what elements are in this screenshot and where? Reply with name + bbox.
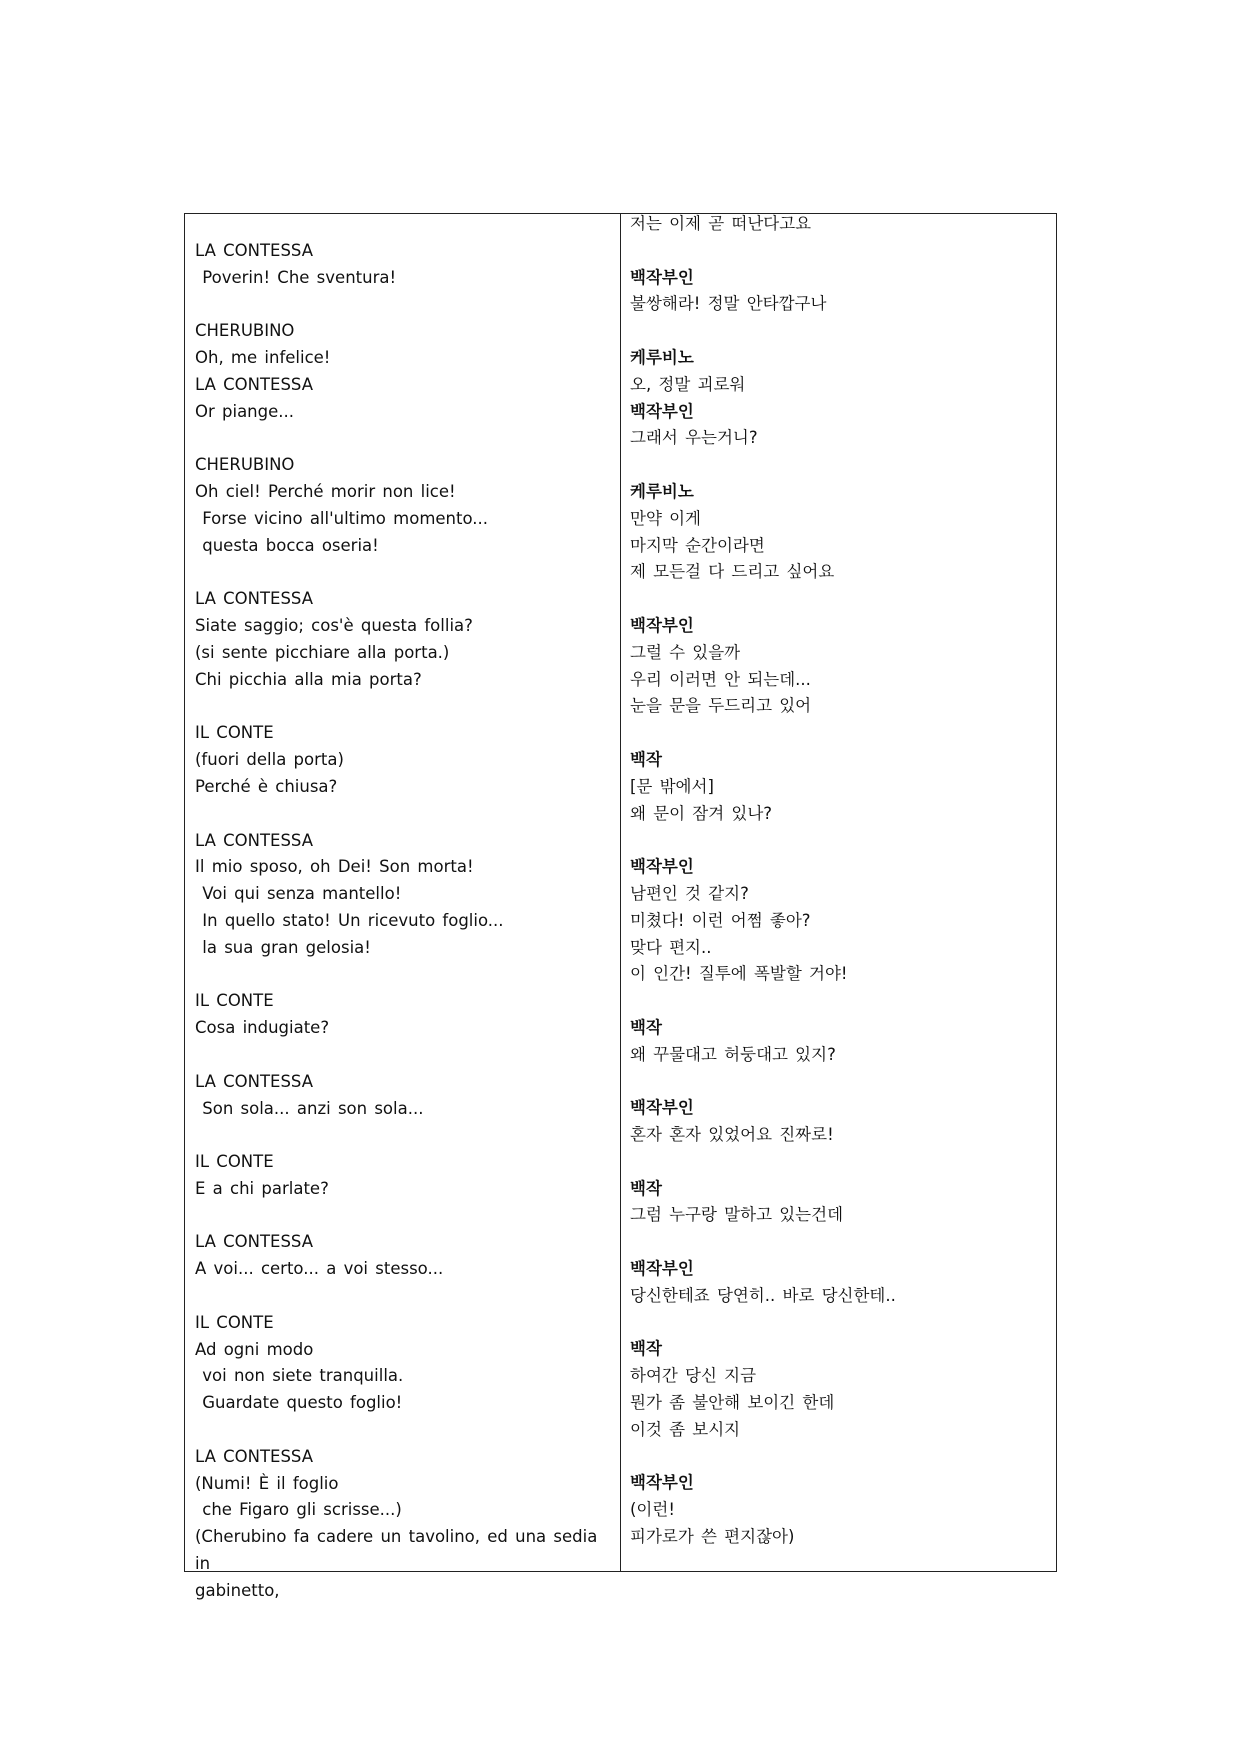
speaker-name: 백작 xyxy=(630,1178,662,1198)
blank-line xyxy=(195,1283,605,1310)
dialogue-line: 저는 이제 곧 떠난다고요 xyxy=(630,214,812,233)
dialogue-line: Guardate questo foglio! xyxy=(195,1393,403,1413)
speaker-name: 백작 xyxy=(630,1339,662,1359)
blank-line xyxy=(195,1122,605,1149)
dialogue-line: Or piange... xyxy=(195,401,295,421)
dialogue-line: 우리 이러면 안 되는데... xyxy=(630,669,811,689)
blank-line xyxy=(195,1203,605,1230)
dialogue-line: Il mio sposo, oh Dei! Son morta! xyxy=(195,857,474,877)
dialogue-line: 불쌍해라! 정말 안타깝구나 xyxy=(630,294,827,314)
dialogue-line: 왜 문이 잠겨 있나? xyxy=(630,803,773,823)
blank-line xyxy=(630,988,1045,1015)
blank-line xyxy=(195,694,605,721)
dialogue-line: 그럼 누구랑 말하고 있는건데 xyxy=(630,1205,844,1225)
blank-line xyxy=(630,720,1045,747)
dialogue-line: 이 인간! 질투에 폭발할 거야! xyxy=(630,964,848,984)
blank-line xyxy=(630,238,1045,265)
dialogue-line: che Figaro gli scrisse...) xyxy=(195,1500,402,1520)
speaker-name: 백작 xyxy=(630,749,662,769)
dialogue-line: 그럴 수 있을까 xyxy=(630,642,741,662)
dialogue-line: 피가로가 쓴 편지잖아) xyxy=(630,1527,795,1547)
speaker-name: IL CONTE xyxy=(195,1312,274,1332)
blank-line xyxy=(630,452,1045,479)
dialogue-line: (Cherubino fa cadere un tavolino, ed una sedia in xyxy=(195,1527,605,1574)
speaker-name: 케루비노 xyxy=(630,481,694,501)
blank-line xyxy=(195,801,605,828)
blank-line xyxy=(195,1417,605,1444)
dialogue-line: 혼자 혼자 있었어요 진짜로! xyxy=(630,1125,834,1145)
korean-column xyxy=(630,211,1045,1551)
blank-line xyxy=(195,292,605,319)
blank-line xyxy=(630,586,1045,613)
dialogue-line: voi non siete tranquilla. xyxy=(195,1366,404,1386)
speaker-name: CHERUBINO xyxy=(195,321,295,341)
dialogue-line: Cosa indugiate? xyxy=(195,1018,330,1038)
speaker-name: LA CONTESSA xyxy=(195,1071,313,1091)
dialogue-line: Oh, me infelice! xyxy=(195,348,331,368)
speaker-name: IL CONTE xyxy=(195,991,274,1011)
blank-line xyxy=(630,1229,1045,1256)
dialogue-line: 맞다 편지.. xyxy=(630,937,712,957)
dialogue-line: 이것 좀 보시지 xyxy=(630,1419,741,1439)
dialogue-line: Perché è chiusa? xyxy=(195,776,338,796)
dialogue-line: 당신한테죠 당연히.. 바로 당신한테.. xyxy=(630,1285,896,1305)
blank-line xyxy=(630,318,1045,345)
column-divider xyxy=(620,214,621,1571)
dialogue-line: A voi... certo... a voi stesso... xyxy=(195,1259,444,1279)
blank-line xyxy=(630,1444,1045,1471)
italian-column xyxy=(195,238,605,1605)
dialogue-line: Oh ciel! Perché morir non lice! xyxy=(195,482,456,502)
blank-line xyxy=(630,1069,1045,1096)
blank-line xyxy=(195,560,605,587)
speaker-name: CHERUBINO xyxy=(195,455,295,475)
blank-line xyxy=(195,962,605,989)
speaker-name: LA CONTESSA xyxy=(195,241,313,260)
dialogue-line: Chi picchia alla mia porta? xyxy=(195,669,422,689)
blank-line xyxy=(630,1149,1045,1176)
dialogue-line: Siate saggio; cos'è questa follia? xyxy=(195,616,473,636)
blank-line xyxy=(630,1310,1045,1337)
dialogue-line: Voi qui senza mantello! xyxy=(195,884,402,904)
dialogue-line: (si sente picchiare alla porta.) xyxy=(195,642,450,662)
dialogue-line: gabinetto, xyxy=(195,1580,280,1600)
dialogue-line: 오, 정말 괴로워 xyxy=(630,374,746,394)
speaker-name: 백작부인 xyxy=(630,1259,694,1279)
dialogue-line: Ad ogni modo xyxy=(195,1339,314,1359)
speaker-name: LA CONTESSA xyxy=(195,1232,313,1252)
dialogue-line: In quello stato! Un ricevuto foglio... xyxy=(195,910,504,930)
speaker-name: IL CONTE xyxy=(195,723,274,743)
speaker-name: 백작부인 xyxy=(630,615,694,635)
dialogue-line: (이런! xyxy=(630,1500,675,1520)
speaker-name: LA CONTESSA xyxy=(195,589,313,609)
blank-line xyxy=(195,1042,605,1069)
dialogue-line: 남편인 것 같지? xyxy=(630,883,749,903)
dialogue-line: 왜 꾸물대고 허둥대고 있지? xyxy=(630,1044,836,1064)
dialogue-line: 마지막 순간이라면 xyxy=(630,535,765,555)
speaker-name: LA CONTESSA xyxy=(195,374,313,394)
blank-line xyxy=(195,426,605,453)
speaker-name: 백작부인 xyxy=(630,857,694,877)
dialogue-line: la sua gran gelosia! xyxy=(195,937,371,957)
blank-line xyxy=(630,827,1045,854)
dialogue-line: 미쳤다! 이런 어쩜 좋아? xyxy=(630,910,811,930)
dialogue-line: 하여간 당신 지금 xyxy=(630,1366,757,1386)
speaker-name: IL CONTE xyxy=(195,1152,274,1172)
libretto-table xyxy=(184,213,1057,1600)
dialogue-line: 뭔가 좀 불안해 보이긴 한데 xyxy=(630,1393,835,1413)
dialogue-line: Son sola... anzi son sola... xyxy=(195,1098,424,1118)
dialogue-line: 제 모든걸 다 드리고 싶어요 xyxy=(630,562,835,582)
dialogue-line: questa bocca oseria! xyxy=(195,535,379,555)
dialogue-line: 그래서 우는거니? xyxy=(630,428,758,448)
speaker-name: 백작부인 xyxy=(630,401,694,421)
speaker-name: 백작부인 xyxy=(630,1473,694,1493)
speaker-name: 백작부인 xyxy=(630,1098,694,1118)
speaker-name: 백작 xyxy=(630,1017,662,1037)
dialogue-line: 눈을 문을 두드리고 있어 xyxy=(630,696,812,716)
speaker-name: 백작부인 xyxy=(630,267,694,287)
speaker-name: 케루비노 xyxy=(630,347,694,367)
dialogue-line: Poverin! Che sventura! xyxy=(195,267,397,287)
dialogue-line: (fuori della porta) xyxy=(195,750,344,770)
dialogue-line: (Numi! È il foglio xyxy=(195,1473,339,1493)
speaker-name: LA CONTESSA xyxy=(195,830,313,850)
speaker-name: LA CONTESSA xyxy=(195,1446,313,1466)
dialogue-line: 만약 이게 xyxy=(630,508,702,528)
dialogue-line: E a chi parlate? xyxy=(195,1178,329,1198)
dialogue-line: [문 밖에서] xyxy=(630,776,714,796)
dialogue-line: Forse vicino all'ultimo momento... xyxy=(195,508,489,528)
